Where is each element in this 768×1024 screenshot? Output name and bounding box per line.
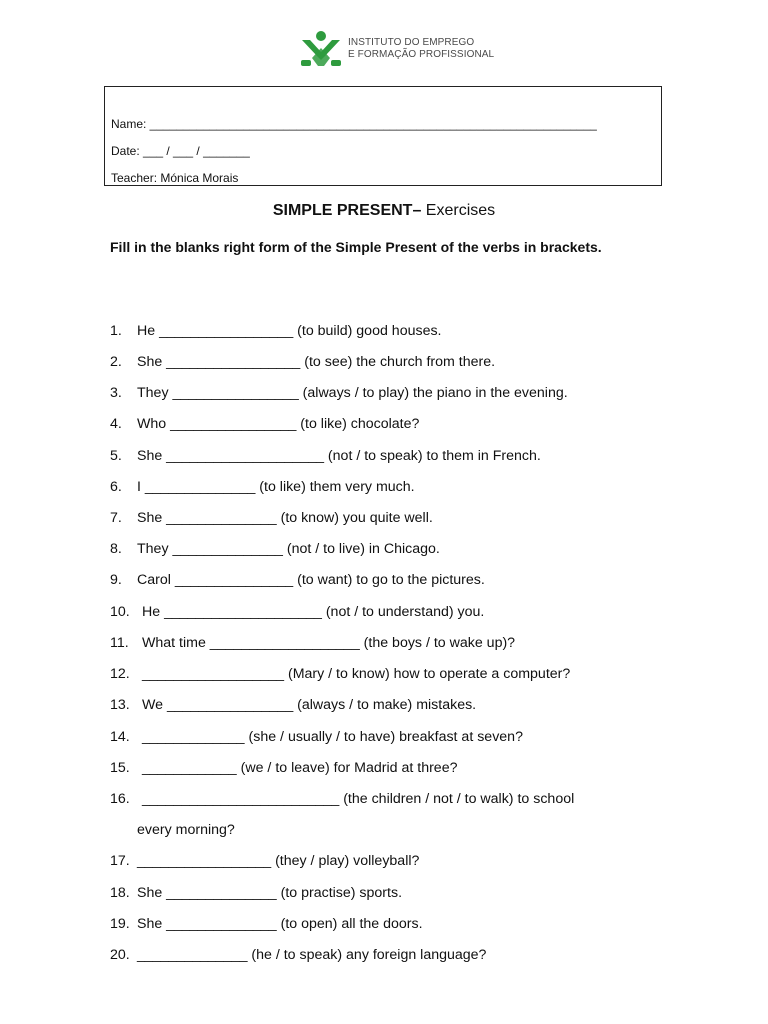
name-line: Name: ___________________________________________________________________	[111, 117, 597, 131]
exercise-number: 13.	[110, 697, 130, 713]
exercise-text: They ______________ (not / to live) in Chicago.	[137, 541, 440, 557]
exercise-number: 20.	[110, 947, 130, 963]
logo-line-1: INSTITUTO DO EMPREGO	[348, 37, 475, 48]
exercise-number: 2.	[110, 354, 122, 370]
exercise-text: She _________________ (to see) the church from there.	[137, 354, 496, 370]
exercise-number: 4.	[110, 416, 122, 432]
exercise-number: 3.	[110, 385, 122, 401]
exercise-number: 6.	[110, 479, 122, 495]
exercise-number: 8.	[110, 541, 122, 557]
exercise-number: 1.	[110, 323, 122, 339]
exercise-number: 17.	[110, 853, 130, 869]
page-title	[0, 202, 768, 220]
teacher-line: Teacher: Mónica Morais	[111, 171, 239, 185]
title-normal: Exercises	[421, 202, 496, 219]
exercise-text: She ______________ (to know) you quite well.	[137, 510, 433, 526]
exercise-number: 12.	[110, 666, 130, 682]
exercise-item-1	[110, 323, 442, 339]
exercise-item-16-continuation: every morning?	[137, 822, 235, 838]
exercise-item-8	[110, 541, 440, 557]
exercise-text: ______________ (he / to speak) any foreign language?	[137, 947, 487, 963]
exercise-text: Carol _______________ (to want) to go to the pictures.	[137, 572, 485, 588]
exercise-number: 15.	[110, 760, 130, 776]
iefp-logo-icon	[300, 30, 342, 68]
exercise-text: We ________________ (always / to make) mistakes.	[142, 697, 477, 713]
exercise-number: 5.	[110, 448, 122, 464]
exercise-item-12	[110, 666, 570, 682]
exercise-text: _________________ (they / play) volleyball?	[137, 853, 420, 869]
exercise-item-17	[110, 853, 419, 869]
exercise-text: She ____________________ (not / to speak) to them in French.	[137, 448, 541, 464]
exercise-item-19	[110, 916, 423, 932]
instruction-text: Fill in the blanks right form of the Simple Present of the verbs in brackets.	[110, 239, 602, 255]
exercise-number: 10.	[110, 604, 130, 620]
exercise-item-6	[110, 479, 415, 495]
exercise-text: He ____________________ (not / to understand) you.	[142, 604, 485, 620]
exercise-number: 14.	[110, 729, 130, 745]
exercise-item-11	[110, 635, 515, 651]
title-bold: SIMPLE PRESENT–	[272, 202, 422, 219]
exercise-item-16	[110, 791, 574, 807]
exercise-text: He _________________ (to build) good houses.	[137, 323, 442, 339]
exercise-item-9	[110, 572, 485, 588]
exercise-number: 11.	[110, 635, 129, 651]
exercise-text: They ________________ (always / to play) the piano in the evening.	[137, 385, 568, 401]
exercise-text: She ______________ (to practise) sports.	[137, 885, 403, 901]
exercise-item-4	[110, 416, 419, 432]
exercise-number: 7.	[110, 510, 122, 526]
student-info-box	[104, 86, 662, 186]
exercise-text: _________________________ (the children / not / to walk) to school	[142, 791, 575, 807]
exercise-text: ____________ (we / to leave) for Madrid at three?	[142, 760, 458, 776]
logo-line-2: E FORMAÇÃO PROFISSIONAL	[348, 49, 495, 60]
exercise-text: I ______________ (to like) them very much.	[137, 479, 415, 495]
exercise-item-5	[110, 448, 541, 464]
exercise-text: What time ___________________ (the boys / to wake up)?	[142, 635, 516, 651]
exercise-text: _____________ (she / usually / to have) breakfast at seven?	[142, 729, 523, 745]
iefp-logo	[300, 30, 494, 68]
exercise-number: 19.	[110, 916, 130, 932]
exercise-item-10	[110, 604, 484, 620]
exercise-item-7	[110, 510, 433, 526]
exercise-item-13	[110, 697, 476, 713]
exercise-text: She ______________ (to open) all the doors.	[137, 916, 423, 932]
exercise-number: 18.	[110, 885, 130, 901]
exercise-number: 16.	[110, 791, 130, 807]
exercise-number: 9.	[110, 572, 122, 588]
exercise-item-18	[110, 885, 402, 901]
exercise-text: __________________ (Mary / to know) how to operate a computer?	[142, 666, 571, 682]
exercise-item-14	[110, 729, 523, 745]
exercise-item-15	[110, 760, 457, 776]
date-line: Date: ___ / ___ / _______	[111, 144, 250, 158]
exercise-item-3	[110, 385, 568, 401]
logo-wordmark	[348, 37, 494, 61]
exercise-text: Who ________________ (to like) chocolate?	[137, 416, 420, 432]
exercise-item-20	[110, 947, 486, 963]
exercise-item-2	[110, 354, 495, 370]
